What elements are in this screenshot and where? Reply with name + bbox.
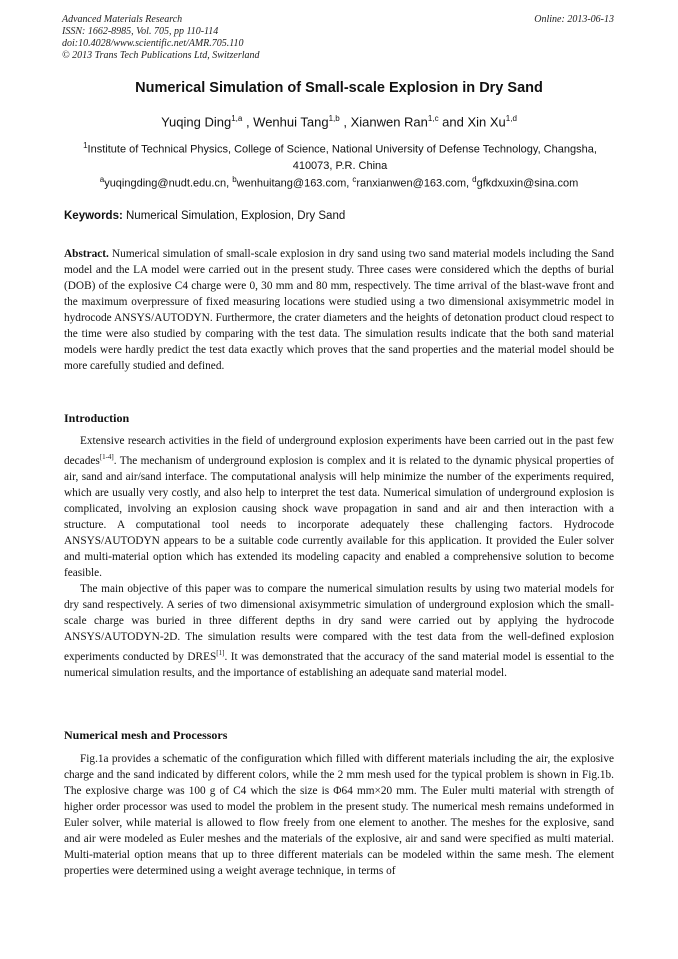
author-name: Xin Xu <box>467 114 506 130</box>
email-address[interactable]: wenhuitang@163.com <box>236 177 347 190</box>
author-superscript: 1,c <box>427 114 439 123</box>
email-address[interactable]: yuqingding@nudt.edu.cn <box>104 177 227 190</box>
mesh-heading: Numerical mesh and Processors <box>64 728 228 742</box>
paper-title: Numerical Simulation of Small-scale Explosion in Dry Sand <box>135 80 543 96</box>
email-separator: , <box>346 177 353 190</box>
keywords-text: Numerical Simulation, Explosion, Dry Sand <box>126 210 346 222</box>
abstract <box>64 246 614 374</box>
paragraph-text: The main objective of this paper was to compare the numerical simulation results by using two material models for dry sand respectively. A series of two dimensional axisymmetric simulation of underground explosion which the small-scale charge was buried in three different depths in dry sand were carried out by applying the hydrocode ANSYS/AUTODYN-2D. The simulation results were compared with the test data from the well-defined explosion experiments conducted by DRES <box>64 582 614 663</box>
email-list <box>0 175 678 190</box>
mesh-paragraph: Fig.1a provides a schematic of the configuration which filled with different materials including the air, the explosive charge and the sand indicated by different colors, while the 2 mm mesh used for the typical problem is shown in Fig.1b. The explosive charge was 100 g of C4 which the size is Φ64 mm×20 mm. The Euler multi material with strength of higher order processor was used to model the problem in the present study. The numerical mesh remains undeformed in Euler solver, while material is allowed to flow freely from one element to another. The meshes for the explosive, sand and air were modeled as Euler meshes and the materials of the explosive, air and sand were specified as multi material. Multi-material option means that up to three different materials can be modeled within the same mesh. The element properties were determined using a weight average technique, in terms of <box>64 753 614 877</box>
abstract-label: Abstract. <box>64 248 109 260</box>
journal-doi: doi:10.4028/www.scientific.net/AMR.705.110 <box>62 38 244 49</box>
citation: [1] <box>216 648 225 657</box>
online-date: Online: 2013-06-13 <box>534 14 614 25</box>
email-superscript: b <box>232 175 237 184</box>
affiliation <box>70 138 610 174</box>
author-superscript: 1,b <box>328 114 340 123</box>
email-superscript: a <box>99 175 105 184</box>
keywords <box>64 210 345 222</box>
paragraph-text: . The mechanism of underground explosion is complex and it is related to the dynamic physical properties of air, sand and air/sand interface. The computational analysis will help minimize the number of the experiments required, which are usually very costly, and also help to interpret the test data. Numerical simulation of underground explosion is complicated, involving an explosion causing shock wave propagation in sand and air and then interaction with a structure. A computational tool needs to incorporate adequately these challenging factors. Hydrocode ANSYS/AUTODYN appears to be a suitable code currently available for this application. It provided the Euler solver and multi-material option which has extended its modeling capacity and enabled a comprehensive solution to become feasible. <box>64 454 614 579</box>
author-name: Xianwen Ran <box>350 114 428 130</box>
journal-name: Advanced Materials Research <box>62 14 183 25</box>
email-superscript: c <box>352 175 357 184</box>
paragraph-text: . It was demonstrated that the accuracy of the sand material model is essential to the numerical simulation results, and the importance of establishing an adequate sand material model. <box>64 650 614 679</box>
affiliation-text: Institute of Technical Physics, College of Science, National University of Defense Technology, Changsha, 410073, P.R. China <box>87 143 597 172</box>
journal-header <box>62 14 260 62</box>
email-separator: , <box>226 177 233 190</box>
citation: [1-4] <box>99 453 114 461</box>
keywords-label: Keywords: <box>64 210 123 222</box>
introduction-paragraph <box>64 581 614 681</box>
journal-issn: ISSN: 1662-8985, Vol. 705, pp 110-114 <box>62 26 219 37</box>
author-name: Yuqing Ding <box>161 114 232 130</box>
email-address[interactable]: gfkdxuxin@sina.com <box>476 177 579 190</box>
introduction-paragraph <box>64 433 614 581</box>
paragraph-text: Extensive research activities in the field of underground explosion experiments have been carried out in the past few decades <box>64 435 614 467</box>
author-superscript: 1,d <box>505 114 517 123</box>
email-superscript: d <box>472 175 477 184</box>
mesh-section <box>64 751 614 879</box>
author-separator: , <box>242 114 254 130</box>
author-separator: and <box>438 114 468 130</box>
author-separator: , <box>339 114 351 130</box>
author-name: Wenhui Tang <box>253 114 329 130</box>
email-address[interactable]: ranxianwen@163.com <box>356 177 467 190</box>
author-superscript: 1,a <box>231 114 243 123</box>
affiliation-superscript: 1 <box>83 141 88 150</box>
introduction-heading: Introduction <box>64 411 130 425</box>
journal-copyright: © 2013 Trans Tech Publications Ltd, Switzerland <box>62 50 260 61</box>
email-separator: , <box>466 177 473 190</box>
abstract-text: Numerical simulation of small-scale explosion in dry sand using two sand material models including the Sand model and the LA model were carried out in the present study. Three cases were considered which the depths of burial (DOB) of the explosive C4 charge were 0, 30 mm and 80 mm, respectively. The time arrival of the blast-wave front and the maximum overpressure of fixed measuring locations were studied using a two dimensional axisymmetric model in hydrocode ANSYS/AUTODYN. Furthermore, the crater diameters and the heights of detonation product cloud respect to the time were also studied by comparing with the test data. The simulation results indicate that the both sand material models were hardly predict the test data exactly which proves that the sand properties and the material model should be more carefully studied and defined. <box>64 248 614 372</box>
introduction-section <box>64 433 614 681</box>
author-list <box>0 114 678 129</box>
